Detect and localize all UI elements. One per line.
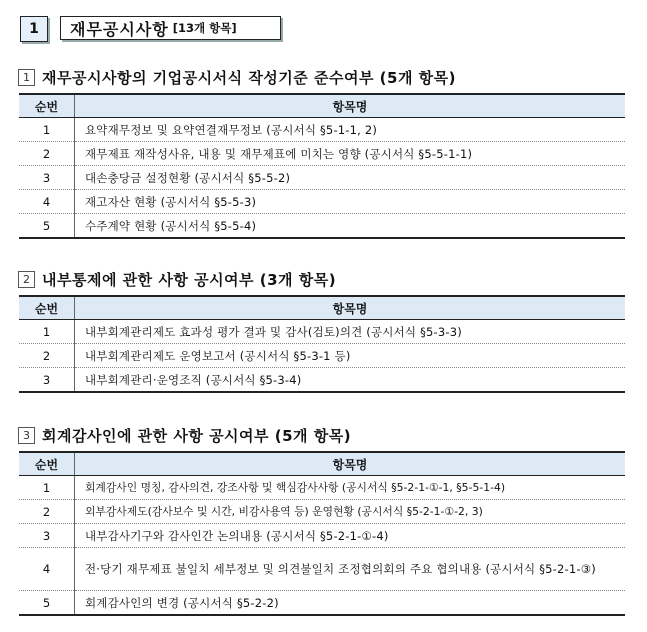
row-number: 1 (19, 476, 75, 500)
column-header-name: 항목명 (75, 296, 626, 320)
table-header-row (19, 94, 625, 118)
column-header-num: 순번 (19, 452, 75, 476)
section-heading (18, 424, 624, 446)
column-header-num: 순번 (19, 94, 75, 118)
table-row (19, 190, 625, 214)
table-row (19, 368, 625, 393)
section-title: 회계감사인에 관한 사항 공시여부 (5개 항목) (42, 426, 352, 445)
section-3 (18, 424, 624, 616)
row-number: 2 (19, 142, 75, 166)
row-text: 외부감사제도(감사보수 및 시간, 비감사용역 등) 운영현황 (공시서식 §5-2-1-①-2, 3) (75, 500, 626, 524)
row-text: 회계감사인 명칭, 감사의견, 강조사항 및 핵심감사사항 (공시서식 §5-2-1-①-1, §5-5-1-4) (75, 476, 626, 500)
items-table (19, 451, 625, 616)
row-text: 내부회계관리제도 효과성 평가 결과 및 감사(검토)의견 (공시서식 §5-3-3) (75, 320, 626, 344)
section-marker: 1 (18, 69, 35, 86)
row-number: 2 (19, 500, 75, 524)
section-heading (18, 268, 624, 290)
row-number: 4 (19, 548, 75, 591)
items-table (19, 93, 625, 239)
chapter-number: 1 (20, 16, 48, 42)
row-number: 3 (19, 166, 75, 190)
row-text: 대손충당금 설정현황 (공시서식 §5-5-2) (75, 166, 626, 190)
table-header-row (19, 452, 625, 476)
items-table (19, 295, 625, 393)
table-row (19, 591, 625, 616)
row-number: 1 (19, 118, 75, 142)
row-text: 요약재무정보 및 요약연결재무정보 (공시서식 §5-1-1, 2) (75, 118, 626, 142)
table-row (19, 548, 625, 591)
section-1 (18, 66, 624, 239)
table-row (19, 118, 625, 142)
row-text: 재고자산 현황 (공시서식 §5-5-3) (75, 190, 626, 214)
column-header-name: 항목명 (75, 452, 626, 476)
row-number: 4 (19, 190, 75, 214)
section-title: 재무공시사항의 기업공시서식 작성기준 준수여부 (5개 항목) (42, 68, 457, 87)
column-header-name: 항목명 (75, 94, 626, 118)
table-row (19, 344, 625, 368)
table-row (19, 500, 625, 524)
section-title: 내부통제에 관한 사항 공시여부 (3개 항목) (42, 270, 337, 289)
chapter-item-count: [13개 항목] (172, 21, 237, 35)
row-text: 내부회계관리제도 운영보고서 (공시서식 §5-3-1 등) (75, 344, 626, 368)
row-number: 2 (19, 344, 75, 368)
table-row (19, 476, 625, 500)
column-header-num: 순번 (19, 296, 75, 320)
row-text: 회계감사인의 변경 (공시서식 §5-2-2) (75, 591, 626, 616)
table-row (19, 142, 625, 166)
chapter-title-box (60, 16, 281, 40)
table-row (19, 320, 625, 344)
section-marker: 3 (18, 427, 35, 444)
row-text: 재무제표 재작성사유, 내용 및 재무제표에 미치는 영향 (공시서식 §5-5-1-1) (75, 142, 626, 166)
table-row (19, 166, 625, 190)
table-row (19, 524, 625, 548)
chapter-title: 재무공시사항 (70, 19, 169, 39)
table-row (19, 214, 625, 239)
row-text: 수주계약 현황 (공시서식 §5-5-4) (75, 214, 626, 239)
section-heading (18, 66, 624, 88)
section-2 (18, 268, 624, 393)
row-text: 내부회계관리·운영조직 (공시서식 §5-3-4) (75, 368, 626, 393)
table-header-row (19, 296, 625, 320)
row-number: 5 (19, 591, 75, 616)
row-text: 전·당기 재무제표 불일치 세부정보 및 의견불일치 조정협의회의 주요 협의내용 (공시서식 §5-2-1-③) (75, 548, 626, 591)
row-number: 3 (19, 524, 75, 548)
row-text: 내부감사기구와 감사인간 논의내용 (공시서식 §5-2-1-①-4) (75, 524, 626, 548)
section-marker: 2 (18, 271, 35, 288)
row-number: 3 (19, 368, 75, 393)
row-number: 1 (19, 320, 75, 344)
row-number: 5 (19, 214, 75, 239)
